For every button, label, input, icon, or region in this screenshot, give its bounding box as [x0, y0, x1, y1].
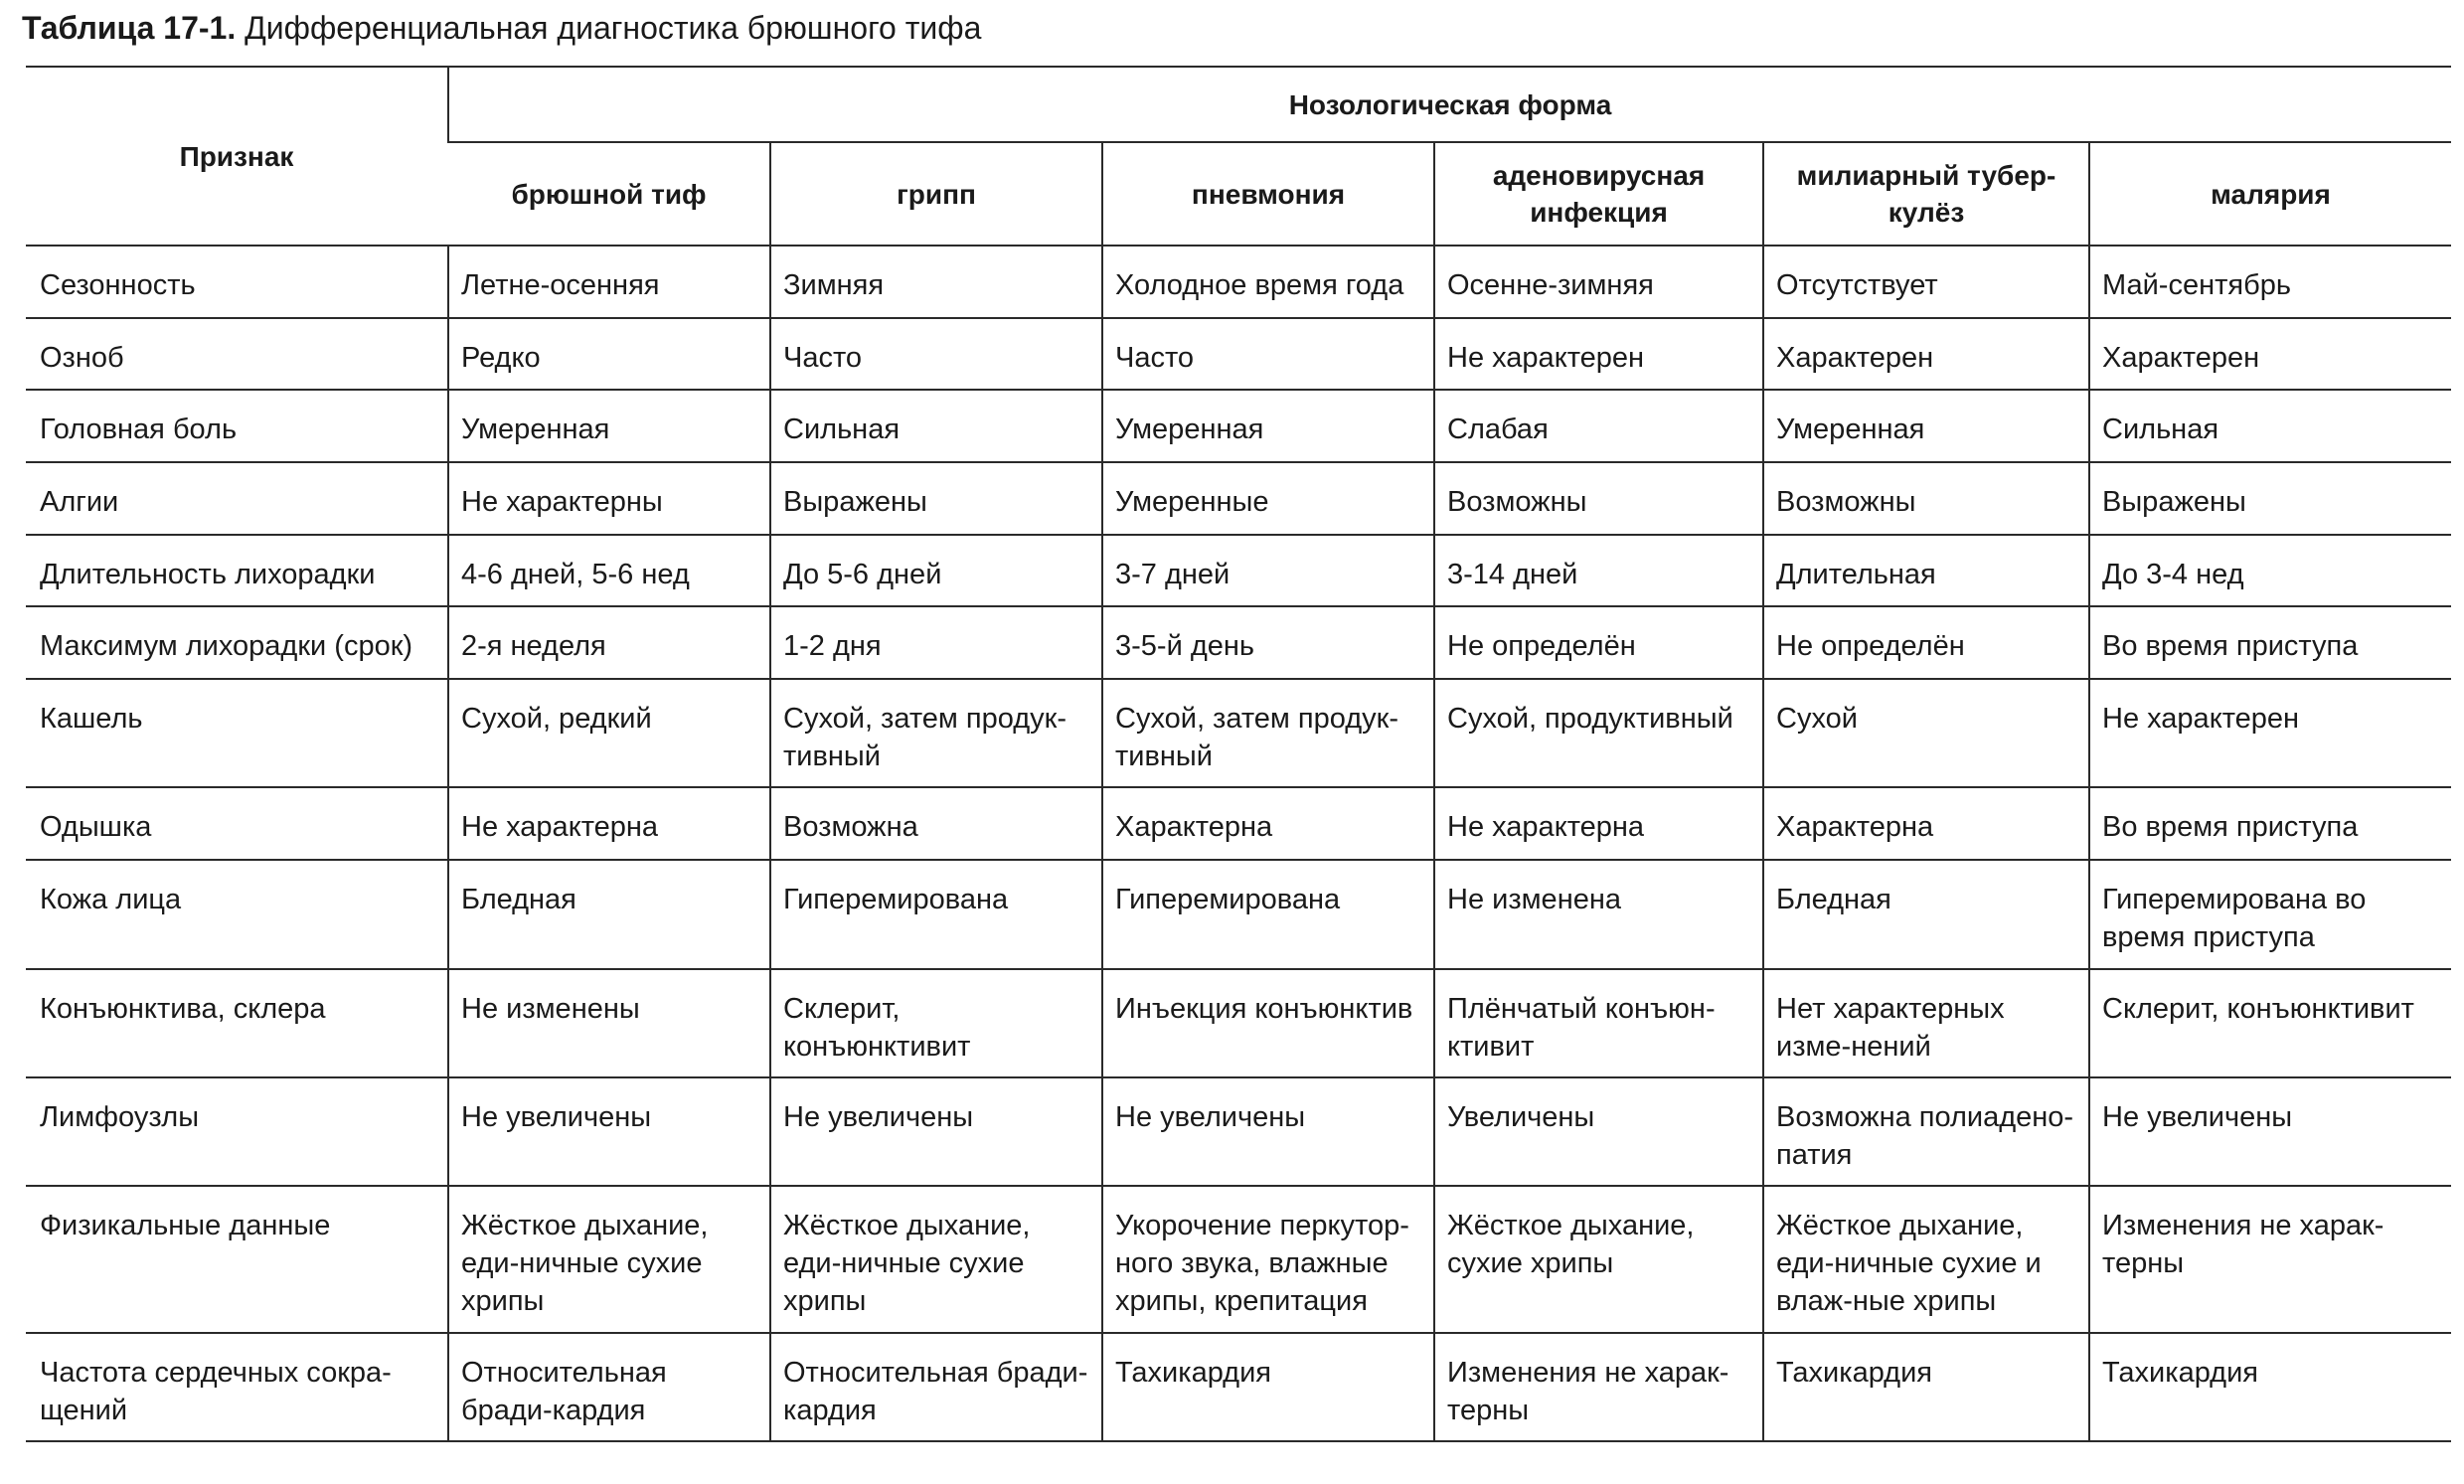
row-sign-cell: Кашель: [26, 679, 448, 787]
table-cell: Характерна: [1763, 787, 2089, 860]
table-cell: Изменения не харак-терны: [2089, 1186, 2451, 1333]
row-sign-cell: Кожа лица: [26, 860, 448, 969]
table-cell: Тахикардия: [2089, 1333, 2451, 1441]
row-sign-cell: Одышка: [26, 787, 448, 860]
row-sign-cell: Лимфоузлы: [26, 1077, 448, 1186]
table-cell: Сухой, продуктивный: [1434, 679, 1763, 787]
table-cell: Нет характерных изме-нений: [1763, 969, 2089, 1077]
table-cell: 4-6 дней, 5-6 нед: [448, 535, 770, 606]
table-cell: Осенне-зимняя: [1434, 246, 1763, 318]
table-cell: Возможны: [1763, 462, 2089, 535]
table-cell: Умеренная: [1763, 390, 2089, 462]
row-sign-cell: Длительность лихорадки: [26, 535, 448, 606]
row-sign-cell: Головная боль: [26, 390, 448, 462]
table-cell: Возможна: [770, 787, 1102, 860]
table-cell: 3-14 дней: [1434, 535, 1763, 606]
table-cell: Часто: [770, 318, 1102, 390]
table-cell: Летне-осенняя: [448, 246, 770, 318]
table-cell: Тахикардия: [1763, 1333, 2089, 1441]
table-cell: Характерна: [1102, 787, 1434, 860]
table-body: [26, 246, 2451, 1441]
table-cell: Во время приступа: [2089, 606, 2451, 679]
table-row: [26, 462, 2451, 535]
table-cell: Плёнчатый конъюн-ктивит: [1434, 969, 1763, 1077]
row-sign-cell: Сезонность: [26, 246, 448, 318]
table-cell: Часто: [1102, 318, 1434, 390]
table-number: Таблица 17-1.: [22, 10, 237, 46]
table-cell: Сухой, редкий: [448, 679, 770, 787]
table-cell: Сухой, затем продук-тивный: [770, 679, 1102, 787]
table-row: [26, 1186, 2451, 1333]
column-header: пневмония: [1102, 142, 1434, 246]
table-row: [26, 606, 2451, 679]
table-row: [26, 679, 2451, 787]
table-cell: Бледная: [1763, 860, 2089, 969]
table-cell: Сухой: [1763, 679, 2089, 787]
row-sign-cell: Конъюнктива, склера: [26, 969, 448, 1077]
table-cell: Не увеличены: [1102, 1077, 1434, 1186]
table-row: [26, 318, 2451, 390]
row-sign-cell: Частота сердечных сокра-щений: [26, 1333, 448, 1441]
table-cell: Возможны: [1434, 462, 1763, 535]
row-sign-cell: Физикальные данные: [26, 1186, 448, 1333]
table-cell: Не характерна: [448, 787, 770, 860]
table-cell: Зимняя: [770, 246, 1102, 318]
table-cell: 3-7 дней: [1102, 535, 1434, 606]
nosological-form-header: Нозологическая форма: [448, 67, 2451, 142]
table-cell: Сильная: [2089, 390, 2451, 462]
table-cell: Гиперемирована: [1102, 860, 1434, 969]
table-cell: Умеренная: [448, 390, 770, 462]
table-cell: Отсутствует: [1763, 246, 2089, 318]
sign-header: Признак: [26, 67, 448, 246]
table-caption: [22, 6, 981, 50]
row-sign-cell: Алгии: [26, 462, 448, 535]
table-cell: Характерен: [2089, 318, 2451, 390]
table-cell: Склерит, конъюнктивит: [770, 969, 1102, 1077]
table-cell: Жёсткое дыхание, еди-ничные сухие хрипы: [770, 1186, 1102, 1333]
table-cell: 1-2 дня: [770, 606, 1102, 679]
table-cell: Не изменена: [1434, 860, 1763, 969]
table-row: [26, 1077, 2451, 1186]
table-cell: Жёсткое дыхание, еди-ничные сухие хрипы: [448, 1186, 770, 1333]
table-cell: Укорочение перкутор-ного звука, влажные хрипы, крепитация: [1102, 1186, 1434, 1333]
table-row: [26, 787, 2451, 860]
table-cell: Бледная: [448, 860, 770, 969]
table-cell: Гиперемирована: [770, 860, 1102, 969]
table-cell: Тахикардия: [1102, 1333, 1434, 1441]
table-cell: Не характерен: [2089, 679, 2451, 787]
table-cell: Не изменены: [448, 969, 770, 1077]
table-cell: Гиперемирована во время приступа: [2089, 860, 2451, 969]
table-cell: Жёсткое дыхание, еди-ничные сухие и влаж-ные хрипы: [1763, 1186, 2089, 1333]
table-row: [26, 860, 2451, 969]
table-cell: Сильная: [770, 390, 1102, 462]
table-cell: Характерен: [1763, 318, 2089, 390]
table-row: [26, 246, 2451, 318]
table-cell: Не характерен: [1434, 318, 1763, 390]
column-header: грипп: [770, 142, 1102, 246]
table-cell: 3-5-й день: [1102, 606, 1434, 679]
table-row: [26, 390, 2451, 462]
table-cell: Увеличены: [1434, 1077, 1763, 1186]
table-cell: Изменения не харак-терны: [1434, 1333, 1763, 1441]
table-cell: До 3-4 нед: [2089, 535, 2451, 606]
table-cell: Относительная бради-кардия: [448, 1333, 770, 1441]
table-cell: Относительная бради-кардия: [770, 1333, 1102, 1441]
column-header: милиарный тубер-кулёз: [1763, 142, 2089, 246]
table-cell: Умеренные: [1102, 462, 1434, 535]
column-header: брюшной тиф: [448, 142, 770, 246]
row-sign-cell: Озноб: [26, 318, 448, 390]
differential-diagnosis-table: [26, 66, 2451, 1442]
table-row: [26, 1333, 2451, 1441]
table-cell: До 5-6 дней: [770, 535, 1102, 606]
table-cell: Не определён: [1763, 606, 2089, 679]
table-cell: Во время приступа: [2089, 787, 2451, 860]
table-cell: Возможна полиадено-патия: [1763, 1077, 2089, 1186]
table-cell: Не увеличены: [770, 1077, 1102, 1186]
table-cell: Сухой, затем продук-тивный: [1102, 679, 1434, 787]
table-cell: Май-сентябрь: [2089, 246, 2451, 318]
table-cell: Не увеличены: [2089, 1077, 2451, 1186]
table-cell: Выражены: [2089, 462, 2451, 535]
table-cell: Инъекция конъюнктив: [1102, 969, 1434, 1077]
column-header: аденовирусная инфекция: [1434, 142, 1763, 246]
table-cell: Жёсткое дыхание, сухие хрипы: [1434, 1186, 1763, 1333]
table-cell: Выражены: [770, 462, 1102, 535]
table-cell: Не увеличены: [448, 1077, 770, 1186]
table-row: [26, 969, 2451, 1077]
table-cell: Длительная: [1763, 535, 2089, 606]
table-cell: Умеренная: [1102, 390, 1434, 462]
table-cell: Слабая: [1434, 390, 1763, 462]
table-cell: Склерит, конъюнктивит: [2089, 969, 2451, 1077]
table-cell: Редко: [448, 318, 770, 390]
table-row: [26, 535, 2451, 606]
table-cell: 2-я неделя: [448, 606, 770, 679]
table-title: Дифференциальная диагностика брюшного тифа: [245, 10, 982, 46]
table-cell: Не характерна: [1434, 787, 1763, 860]
table-cell: Не определён: [1434, 606, 1763, 679]
table-cell: Не характерны: [448, 462, 770, 535]
row-sign-cell: Максимум лихорадки (срок): [26, 606, 448, 679]
table-cell: Холодное время года: [1102, 246, 1434, 318]
column-header: малярия: [2089, 142, 2451, 246]
